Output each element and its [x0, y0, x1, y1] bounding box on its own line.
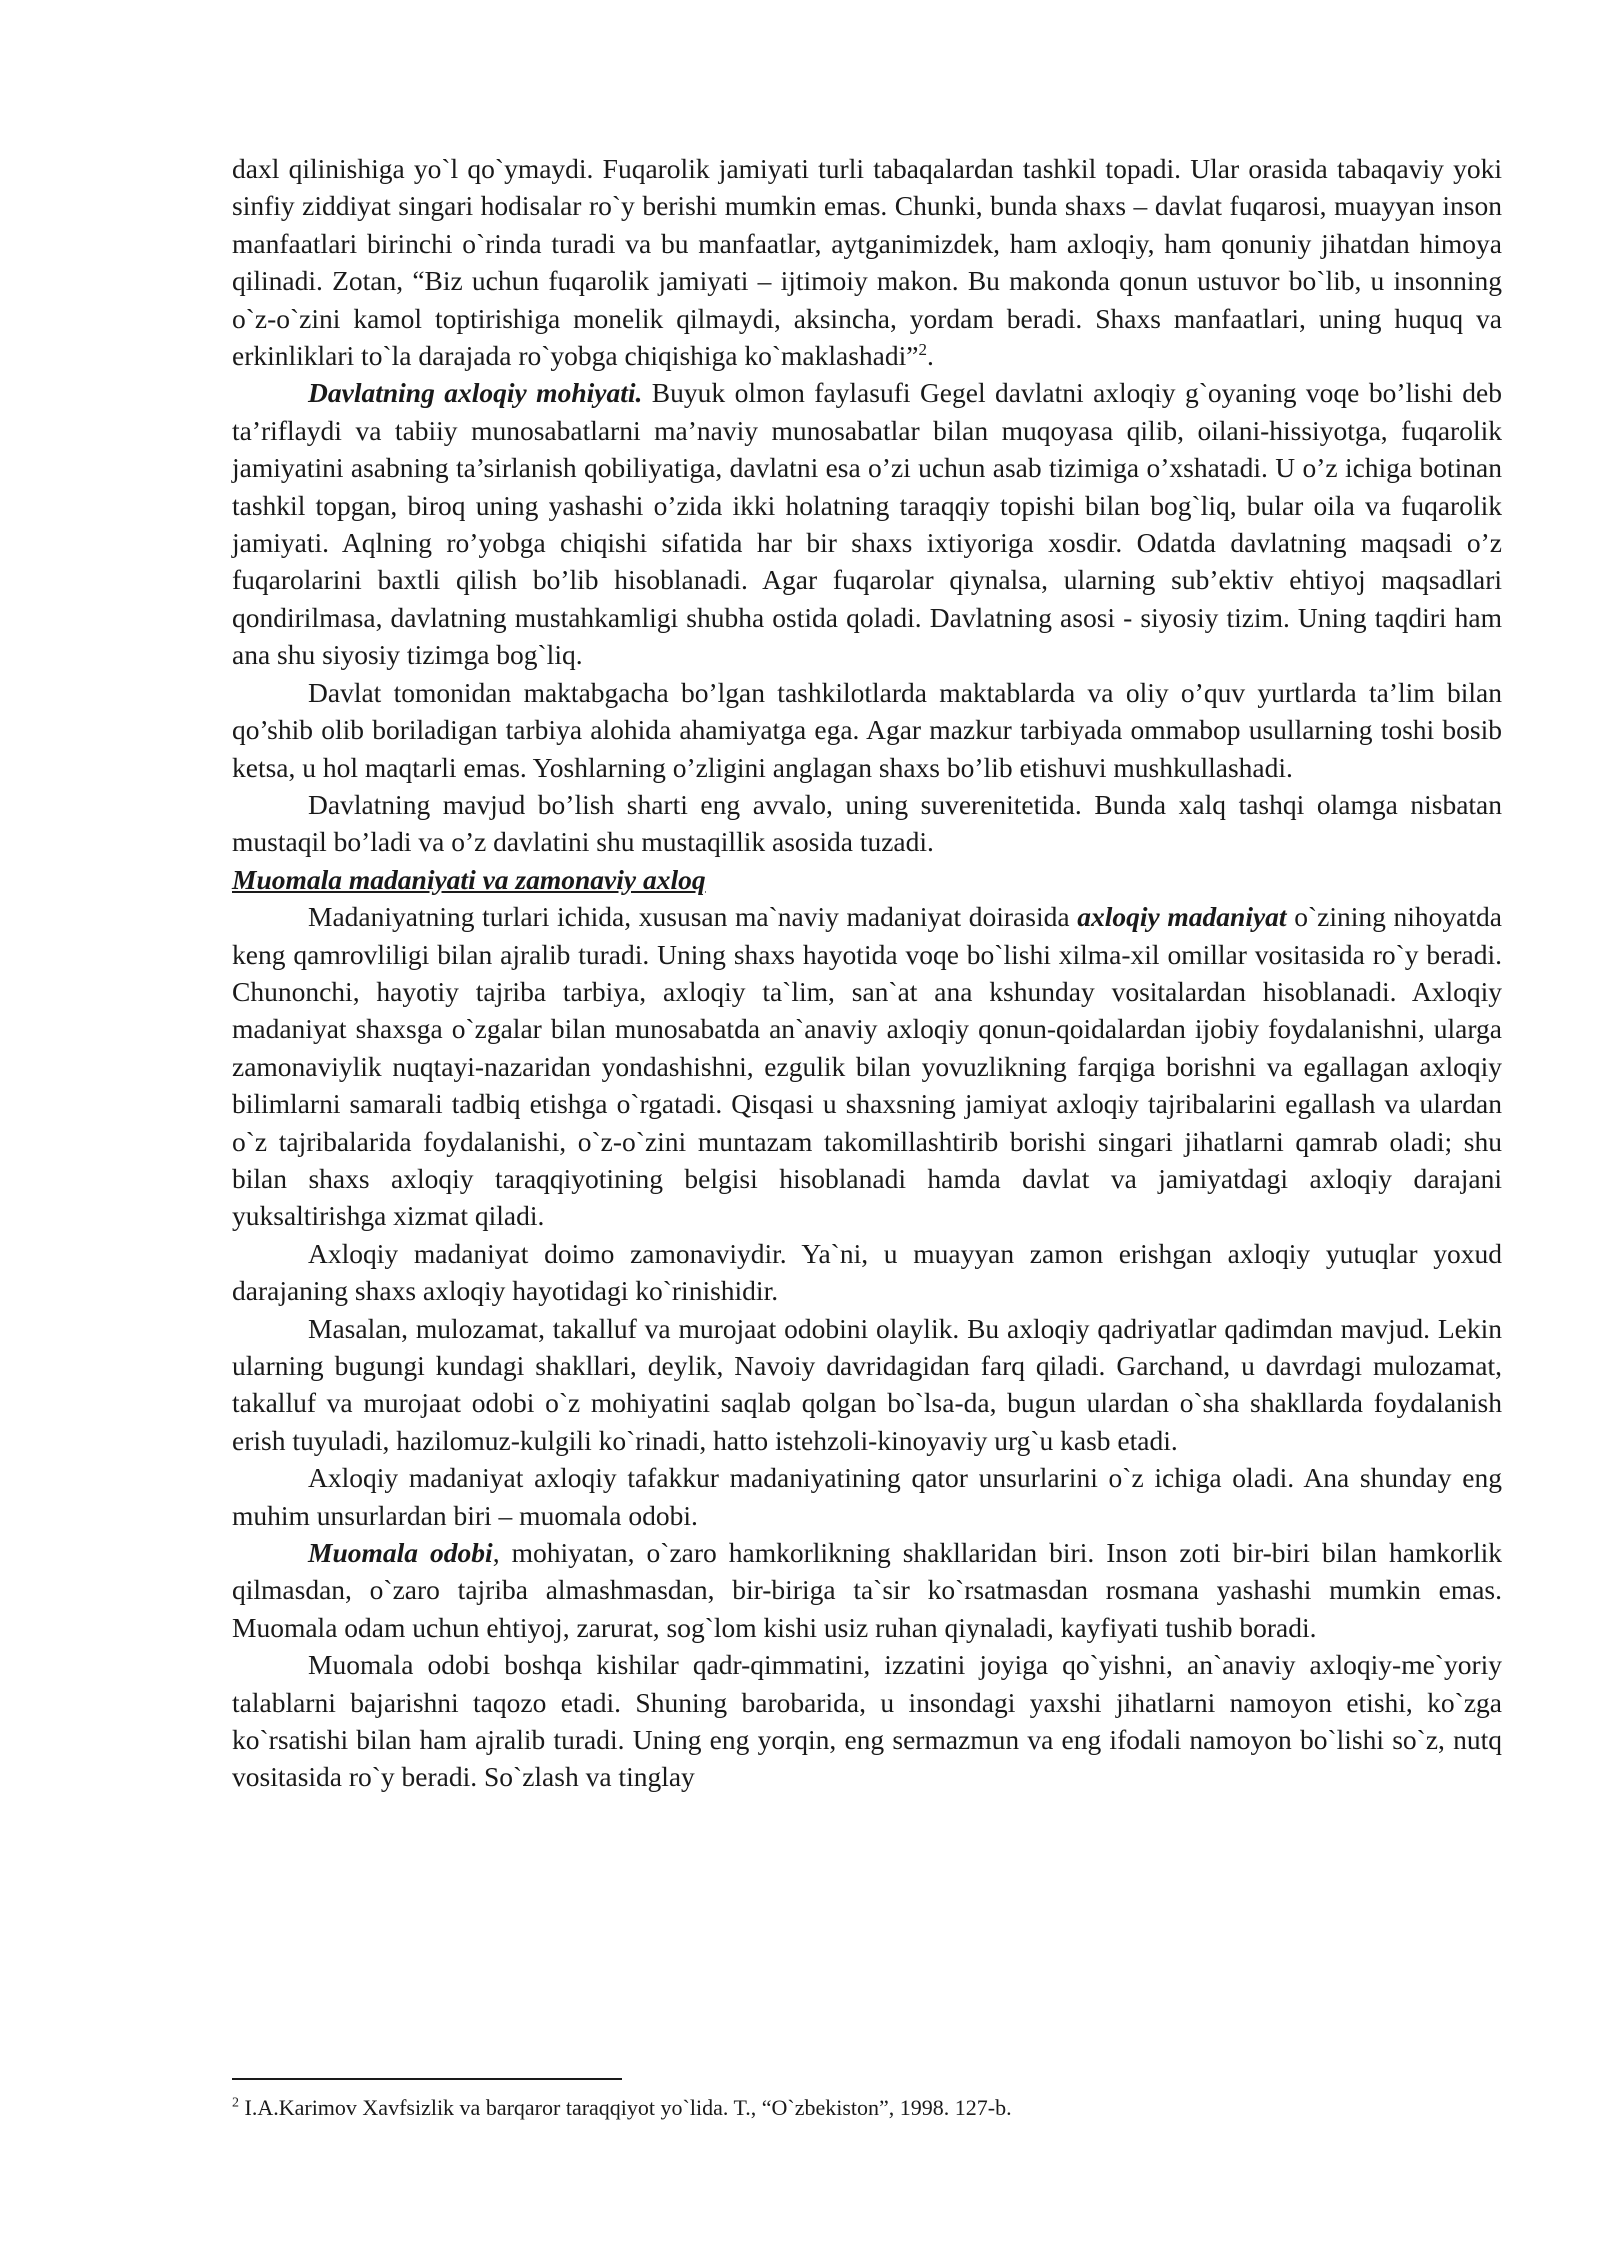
footnote-reference[interactable]: 2	[918, 339, 927, 359]
paragraph-10: Muomala odobi boshqa kishilar qadr-qimmatini, izzatini joyiga qo`yishni, an`anaviy axloqiy-me`yoriy talablarni bajarishni taqozo etadi. Shuning barobarida, u insondagi yaxshi jihatlarni namoyon etishi, ko`zga ko`rsatishi bilan ham ajralib turadi. Uning eng yorqin, eng sermazmun va eng ifodali namoyon bo`lishi so`z, nutq vositasida ro`y beradi. So`zlash va tinglay	[232, 1649, 1502, 1793]
paragraph-9	[232, 1534, 1502, 1646]
paragraph-5	[232, 898, 1502, 1235]
paragraph-8: Axloqiy madaniyat axloqiy tafakkur madaniyatining qator unsurlarini o`z ichiga oladi. Ana shunday eng muhim unsurlardan biri – muomala odobi.	[232, 1462, 1502, 1531]
paragraph-3: Davlat tomonidan maktabgacha bo’lgan tashkilotlarda maktablarda va oliy o’quv yurtlarda ta’lim bilan qo’shib olib boriladigan tarbiya alohida ahamiyatga ega. Agar mazkur tarbiyada ommabop usullarning toshi bosib ketsa, u hol maqtarli emas. Yoshlarning o’zligini anglagan shaxs bo’lib etishuvi mushkullashadi.	[232, 676, 1502, 783]
paragraph-text: , mohiyatan, o`zaro hamkorlikning shakllaridan biri. Inson zoti bir-biri bilan hamkorlik qilmasdan, o`zaro tajriba almashmasdan, bir-biriga ta`sir ko`rsatmasdan rosmana yashashi mumkin emas. Muomala odam uchun ehtiyoj, zarurat, sog`lom kishi usiz ruhan qiynaladi, kayfiyati tushib boradi.	[232, 1537, 1502, 1643]
paragraph-text: Buyuk olmon faylasufi Gegel davlatni axloqiy g`oyaning voqe bo’lishi deb ta’riflaydi va tabiiy munosabatlarni ma’naviy munosabatlar bilan muqoyasa qilib, oilani-hissiyotga, fuqarolik jamiyatini asabning ta’sirlanish qobiliyatiga, davlatni esa o’zi uchun asab tizimiga o’xshatadi. U o’z ichiga botinan tashkil topgan, biroq uning yashashi o’zida ikki holatning taraqqiy topishi bilan bog`liq, bular oila va fuqarolik jamiyati. Aqlning ro’yobga chiqishi sifatida har bir shaxs ixtiyoriga xosdir. Odatda davlatning maqsadi o’z fuqarolarini baxtli qilish bo’lib hisoblanadi. Agar fuqarolar qiynalsa, ularning sub’ektiv ehtiyoj maqsadlari qondirilmasa, davlatning mustahkamligi shubha ostida qoladi. Davlatning asosi - siyosiy tizim. Uning taqdiri ham ana shu siyosiy tizimga bog`liq.	[232, 377, 1502, 671]
paragraph-end: .	[926, 340, 934, 372]
section-heading: Muomala madaniyati va zamonaviy axloq	[232, 863, 706, 895]
paragraph-7: Masalan, mulozamat, takalluf va murojaat odobini olaylik. Bu axloqiy qadriyatlar qadimdan mavjud. Lekin ularning bugungi kundagi shakllari, deylik, Navoiy davridagidan farq qiladi. Garchand, u davrdagi mulozamat, takalluf va murojaat odobi o`z mohiyatini saqlab qolgan bo`lsa-da, bugun ulardan o`sha shakllarda foydalanish erish tuyuladi, hazilomuz-kulgili ko`rinadi, hatto istehzoli-kinoyaviy urg`u kasb etadi.	[232, 1312, 1502, 1456]
footnote	[232, 2094, 1502, 2122]
document-body	[232, 150, 1502, 1796]
paragraph-6: Axloqiy madaniyat doimo zamonaviydir. Ya`ni, u muayyan zamon erishgan axloqiy yutuqlar yoxud darajaning shaxs axloqiy hayotidagi ko`rinishidir.	[232, 1237, 1502, 1307]
key-term: Muomala odobi	[308, 1537, 493, 1569]
footnote-divider	[232, 2078, 622, 2080]
paragraph-text: o`zining nihoyatda keng qamrovliligi bilan ajralib turadi. Uning shaxs hayotida voqe bo`lishi xilma-xil omillar vositasida ro`y beradi. Chunonchi, hayotiy tajriba tarbiya, axloqiy ta`lim, san`at ana kshunday vositalardan hisoblanadi. Axloqiy madaniyat shaxsga o`zgalar bilan munosabatda an`anaviy axloqiy qonun-qoidalardan ijobiy foydalanishni, ularga zamonaviylik nuqtayi-nazaridan yondashishni, ezgulik bilan yovuzlikning farqiga borishni va egallagan axloqiy bilimlarni samarali tadbiq etishga o`rgatadi. Qisqasi u shaxsning jamiyat axloqiy tajribalarini egallash va ulardan o`z tajribalarida foydalanishi, o`z-o`zini muntazam takomillashtirib borishi singari jihatlarni qamrab oladi; shu bilan shaxs axloqiy taraqqiyotining belgisi hisoblanadi hamda davlat va jamiyatdagi axloqiy darajani yuksaltirishga xizmat qiladi.	[232, 901, 1502, 1232]
paragraph-text: daxl qilinishiga yo`l qo`ymaydi. Fuqarolik jamiyati turli tabaqalardan tashkil topadi. Ular orasida tabaqaviy yoki sinfiy ziddiyat singari hodisalar ro`y berishi mumkin emas. Chunki, bunda shaxs – davlat fuqarosi, muayyan inson manfaatlari birinchi o`rinda turadi va bu manfaatlar, aytganimizdek, ham axloqiy, ham qonuniy jihatdan himoya qilinadi. Zotan, “Biz uchun fuqarolik jamiyati – ijtimoiy makon. Bu makonda qonun ustuvor bo`lib, u insonning o`z-o`zini kamol toptirishiga monelik qilmaydi, aksincha, yordam beradi. Shaxs manfaatlari, uning huquq va erkinliklari to`la darajada ro`yobga chiqishiga ko`maklashadi”	[232, 153, 1502, 372]
paragraph-1	[232, 150, 1502, 374]
section-lead-term: Davlatning axloqiy mohiyati.	[308, 377, 643, 409]
key-term: axloqiy madaniyat	[1077, 901, 1287, 933]
paragraph-text: Madaniyatning turlari ichida, xususan ma`naviy madaniyat doirasida	[308, 901, 1078, 933]
paragraph-2	[232, 374, 1502, 673]
footnote-text: I.A.Karimov Xavfsizlik va barqaror taraqqiyot yo`lida. T., “O`zbekiston”, 1998. 127-b.	[239, 2095, 1012, 2120]
footnote-number: 2	[232, 2095, 239, 2111]
paragraph-4: Davlatning mavjud bo’lish sharti eng avvalo, uning suverenitetida. Bunda xalq tashqi olamga nisbatan mustaqil bo’ladi va o’z davlatini shu mustaqillik asosida tuzadi.	[232, 788, 1502, 858]
